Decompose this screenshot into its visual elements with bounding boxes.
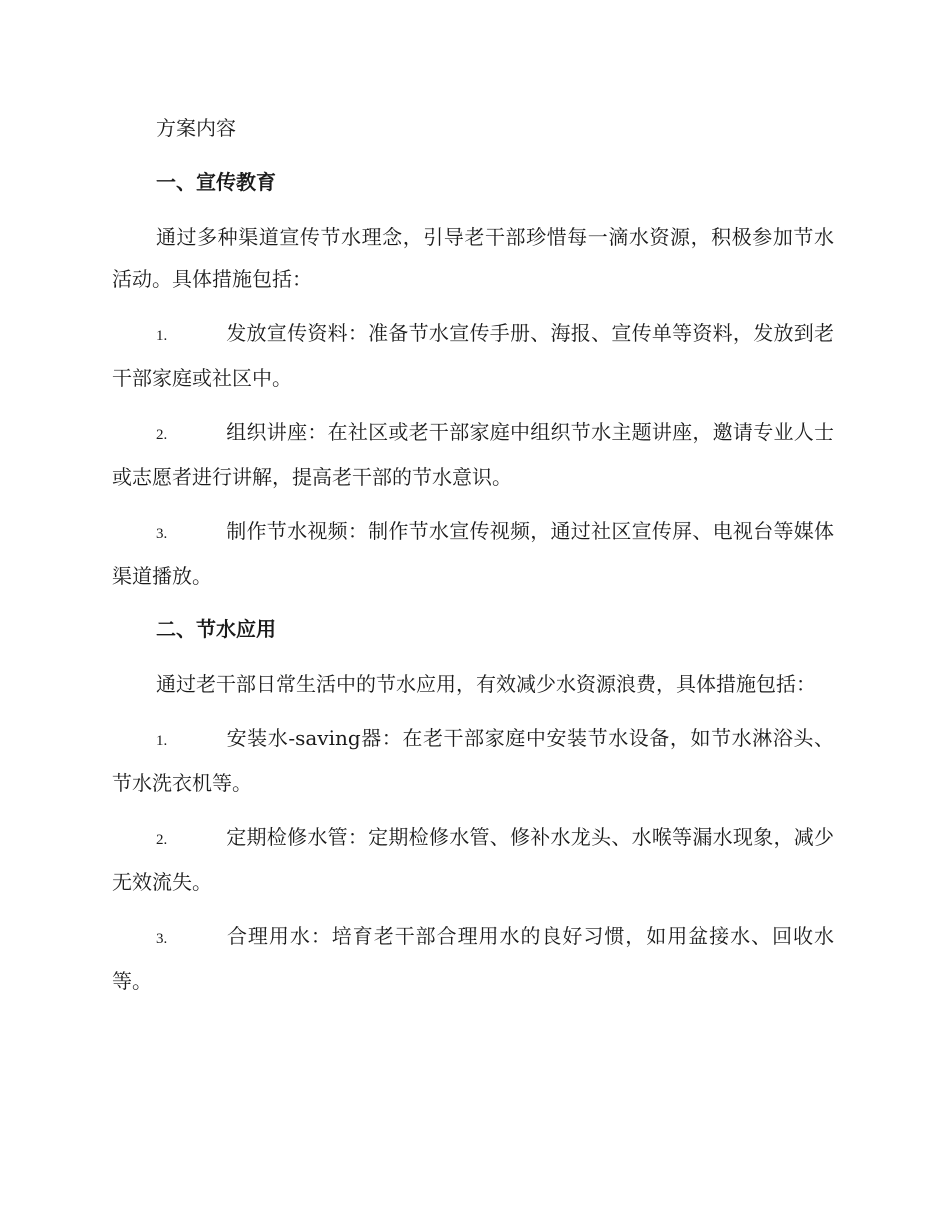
- document-title: 方案内容: [156, 116, 236, 140]
- list-item: [112, 510, 834, 597]
- section-heading-application: 二、节水应用: [156, 617, 276, 641]
- document-content: [112, 108, 834, 1014]
- list-number: 3.: [156, 931, 168, 947]
- section-intro-application: 通过老干部日常生活中的节水应用，有效减少水资源浪费，具体措施包括：: [156, 672, 816, 696]
- section-heading-publicity: 一、宣传教育: [156, 170, 276, 194]
- list-item: [112, 312, 834, 399]
- list-item-text: 发放宣传资料：准备节水宣传手册、海报、宣传单等资料，发放到老干部家庭或社区中。: [112, 321, 834, 390]
- section-intro-publicity: 通过多种渠道宣传节水理念，引导老干部珍惜每一滴水资源，积极参加节水活动。具体措施包括：: [112, 225, 834, 291]
- list-number: 3.: [156, 526, 168, 542]
- list-item-text: 安装水-saving器：在老干部家庭中安装节水设备，如节水淋浴头、节水洗衣机等。: [112, 726, 834, 795]
- list-item-text: 制作节水视频：制作节水宣传视频，通过社区宣传屏、电视台等媒体渠道播放。: [112, 519, 834, 588]
- list-item: [112, 411, 834, 498]
- list-item: [112, 816, 834, 903]
- list-item-text: 合理用水：培育老干部合理用水的良好习惯，如用盆接水、回收水等。: [112, 924, 834, 993]
- list-item-text: 定期检修水管：定期检修水管、修补水龙头、水喉等漏水现象，减少无效流失。: [112, 825, 834, 894]
- list-item: [112, 717, 834, 804]
- list-number: 1.: [156, 733, 168, 749]
- list-item-text: 组织讲座：在社区或老干部家庭中组织节水主题讲座，邀请专业人士或志愿者进行讲解，提高老干部的节水意识。: [112, 420, 834, 489]
- list-number: 1.: [156, 328, 168, 344]
- list-item: [112, 915, 834, 1002]
- list-number: 2.: [156, 832, 168, 848]
- list-number: 2.: [156, 427, 168, 443]
